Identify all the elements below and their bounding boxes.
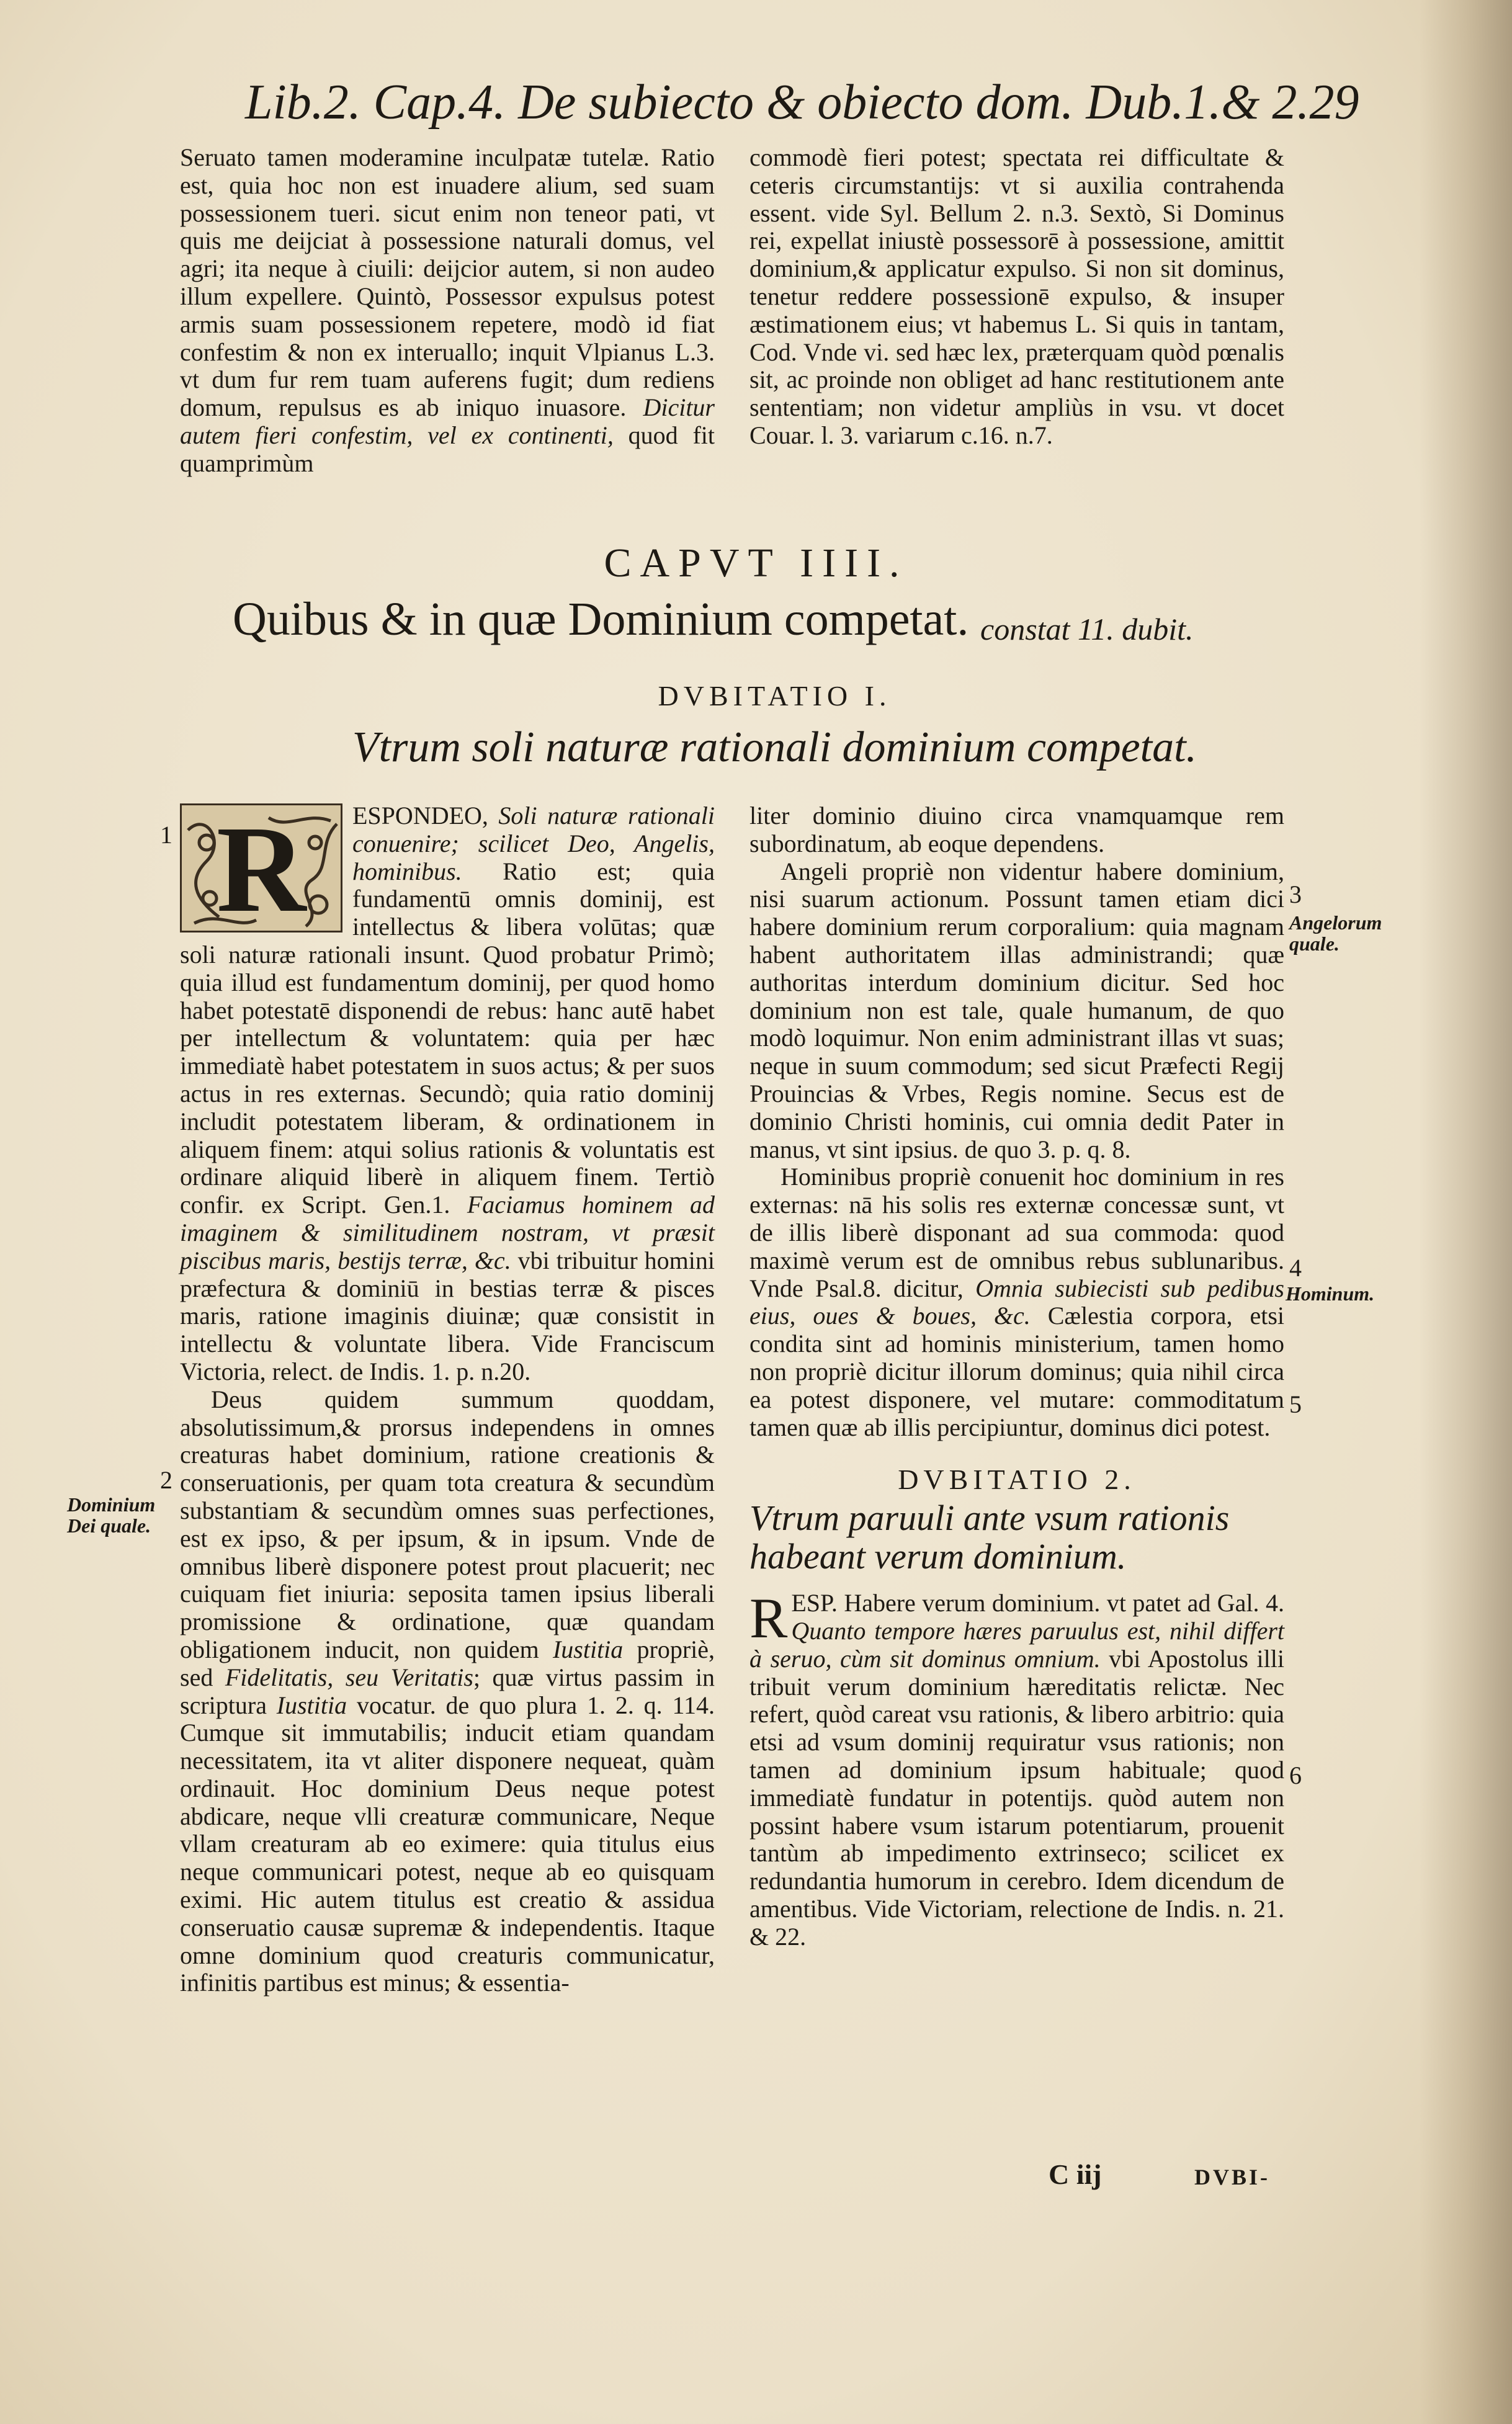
margin-note-hominum: Hominum.: [1286, 1282, 1375, 1305]
chapter-heading: CAPVT IIII.: [604, 540, 908, 586]
response-lead: ESPONDEO,: [352, 802, 488, 830]
resp-lead: ESP.: [791, 1589, 838, 1617]
paragraph-continuation: liter dominio diuino circa vnamquamque rem subordinatum, ab eoque dependens.: [749, 802, 1284, 857]
margin-number-3: 3: [1289, 880, 1302, 908]
top-right-text: commodè fieri potest; spectata rei difficultate & ceteris circumstantijs: vt si auxilia contrahenda essent. vide Syl. Bellum 2. n.3. Sextò, Si Dominus rei, expellat iniustè possessorē à possessione, amittit dominium,& applicatur expulso. Si non sit dominus, tenetur reddere possessionē expulso, & insuper æstimationem eius; vt habemus L. Si quis in tantam, Cod. Vnde vi. sed hæc lex, præterquam quòd pœnalis sit, ac proinde non obliget ad hanc restitutionem ante sententiam; non videtur ampliùs in vsu. vt docet Couar. l. 3. variarum c.16. n.7.: [749, 143, 1284, 449]
paragraph-homines: [749, 1163, 1284, 1441]
page-number: 29: [1309, 75, 1359, 130]
catchword: DVBI-: [1194, 2165, 1271, 2189]
dei-text-a: Deus quidem summum quoddam, absolutissimum,& prorsus independens in omnes creaturas habet dominium, ratione creationis & conseruationis, per quam tota creatura & secundùm substantiam & secundùm omnes suas perfectiones, est ex ipso, & per ipsum, & in ipsum. Vnde de omnibus liberè disponere potest prout placuerit; nec cuiquam fiet iniuria: seposita tamen ipsius liberali promissione & ordinatione, quæ quandam obligationem inducit, non quidem: [180, 1385, 715, 1663]
dei-italic-iustitia: Iustitia: [552, 1635, 624, 1663]
dubitatio-2-title: Vtrum paruuli ante vsum rationis habeant verum dominium.: [749, 1498, 1230, 1577]
margin-note-dei: Dominium Dei quale.: [67, 1493, 156, 1537]
top-left-text: Seruato tamen moderamine inculpatæ tutelæ. Ratio est, quia hoc non est inuadere alium, sed suam possessionem tueri. sicut enim non teneor pati, vt quis me deijciat à possessione naturali domus, vel agri; ita neque à ciuili: deijcior autem, si non audeo illum expellere. Quintò, Possessor expulsus potest armis suam possessionem repetere, modò id fiat confestim & non ex interuallo; inquit Vlpianus L.3. vt dum fur rem tuam auferens fugit; dum rediens domum, repulsus es ab iniquo inuasore.: [180, 143, 715, 422]
signature-mark: C iij: [1049, 2158, 1102, 2190]
galatians-quote: Quanto tempore hæres paruulus est, nihil differt à seruo, cùm sit dominus omnium.: [749, 1616, 1284, 1673]
margin-number-5: 5: [1289, 1390, 1302, 1418]
dei-italic-fidelitatis: Fidelitatis, seu Veritatis: [225, 1663, 473, 1691]
decorated-initial: [180, 803, 342, 932]
running-title: Lib.2. Cap.4. De subiecto & obiecto dom. Dub.1.& 2.: [245, 75, 1310, 130]
margin-note-angelorum: Angelorum quale.: [1289, 911, 1382, 955]
page-edge-shadow: [1419, 0, 1512, 2424]
homines-text-b: Cælestia corpora, etsi condita sint ad hominis ministerium, tamen homo non propriè dicitur illorum dominus; quia nihil circa ea potest disponere, vel mutare: commoditatum tamen quæ ab illis percipiuntur, dominus dici potest.: [749, 1302, 1285, 1441]
paragraph-angeli: Angeli propriè non videntur habere dominium, nisi suarum actionum. Possunt tamen etiam dici habere dominium rerum corporalium: quia magnam habent authoritatem illas administrandi; quæ authoritas interdum dominium dicitur. Sed hoc dominium non est tale, quale humanum, de quo modò loquimur. Non enim administrant illas vt suas; neque in suum commodum; sed sicut Præfecti Regij Prouincias & Vrbes, Regis nomine. Secus est de dominio Christi hominis, cui omnia dedit Pater in manus, vt sint ipsius. de quo 3. p. q. 8.: [749, 857, 1284, 1163]
dubitatio-1-title: Vtrum soli naturæ rationali dominium competat.: [352, 723, 1197, 771]
chapter-side-note: constat 11. dubit.: [980, 612, 1194, 646]
paruuli-text-a: Habere verum dominium. vt patet ad Gal. 4.: [844, 1589, 1285, 1617]
main-column-left: [180, 802, 715, 1997]
margin-number-2: 2: [160, 1466, 172, 1494]
paragraph-paruuli: [749, 1586, 1285, 1951]
top-column-left: [180, 144, 715, 478]
dei-italic-iustitia-2: Iustitia: [276, 1691, 347, 1719]
initial-r: R: [749, 1586, 788, 1650]
response-body: Ratio est; quia fundamentū omnis dominij, est intellectus & libera volūtas; quæ soli naturæ rationali insunt. Quod probatur Primò; quia illud est fundamentum dominij, per quod homo habet potestatē disponendi de rebus: hanc autē habet per intellectum & voluntatem: quia per hæc immediatè habet potestatem in suos actus; & per suos actus in res externas. Secundò; quia ratio dominij includit potestatem liberam, & ordinationem in aliquem finem: atqui solius rationis & voluntatis est ordinare aliquid liberè in aliquem finem. Tertiò confir. ex Script. Gen.1.: [180, 857, 715, 1219]
chapter-subtitle: Quibus & in quæ Dominium competat.: [233, 593, 969, 645]
margin-number-1: 1: [160, 821, 172, 849]
genesis-quote: Faciamus hominem ad imaginem & similitudinem nostram, vt præsit piscibus maris, bestijs terræ, &c.: [180, 1191, 715, 1274]
margin-number-6: 6: [1289, 1761, 1302, 1789]
dei-text-c: ; quæ virtus passim in scriptura: [180, 1663, 715, 1719]
paruuli-text-b: vbi Apostolus illi tribuit verum dominium hæreditatis relictæ. Nec refert, quòd careat vsu rationis, & libero arbitrio: quia etsi ad vsum dominij requiratur vsus rationis; non tamen ad dominium ipsum habituale; quod immediatè fundatur in potentijs. quòd autem non possint habere vsum istarum potentiarum, prouenit tantùm ab impedimento extrinseco; scilicet ex redundantia humorum in cerebro. Idem dicendum de amentibus. Vide Victoriam, relectione de Indis. n. 21. & 22.: [749, 1644, 1284, 1951]
dei-text-b: propriè, sed: [180, 1635, 715, 1691]
dropcap-letter: R: [216, 803, 306, 932]
dei-text-d: vocatur. de quo plura 1. 2. q. 114. Cumque sit immutabilis; inducit etiam quandam necessitatem, ita vt aliter disponere nequeat, quàm ordinauit. Hoc dominium Deus neque potest abdicare, neque vlli creaturæ communicare, Neque vllam creaturam ab eo eximere: quia titulus eius neque communicari potest, neque ab eo quisquam eximi. Hic autem titulus est creatio & assidua conseruatio causæ supremæ & independentis. Itaque omne dominium quod creaturis communicatur, infinitis partibus est minus; & essentia-: [180, 1691, 715, 1997]
top-left-end: quod fit quamprimùm: [180, 421, 715, 477]
margin-number-4: 4: [1289, 1254, 1302, 1282]
homines-text-a: Hominibus propriè conuenit hoc dominium in res externas: nā his solis res externæ concessæ sunt, vt de illis liberè disponant ad sua commoda: quod maximè verum est de omnibus rebus sublunaribus. Vnde Psal.8. dicitur,: [749, 1163, 1284, 1302]
response-thesis: Soli naturæ rationali conuenire; scilicet Deo, Angelis, hominibus.: [352, 802, 715, 885]
running-header: [245, 74, 1359, 136]
response-end: vbi tribuitur homini præfectura & dominiū in bestias terræ & pisces maris, ratione imaginis diuinæ; quæ consistit in intellectu & voluntate libera. Vide Franciscum Victoria, relect. de Indis. 1. p. n.20.: [180, 1246, 715, 1385]
dubitatio-1-heading: DVBITATIO I.: [658, 680, 892, 712]
chapter-subtitle-row: [233, 593, 1225, 655]
psalm-quote: Omnia subiecisti sub pedibus eius, oues & boues, &c.: [749, 1274, 1284, 1330]
paragraph-dominium-dei: [180, 1386, 715, 1998]
dubitatio-2-heading: DVBITATIO 2.: [898, 1464, 1136, 1496]
top-left-italic: Dicitur autem fieri confestim, vel ex continenti,: [180, 393, 715, 449]
top-column-right: [749, 144, 1284, 450]
main-column-right: [749, 802, 1284, 1951]
